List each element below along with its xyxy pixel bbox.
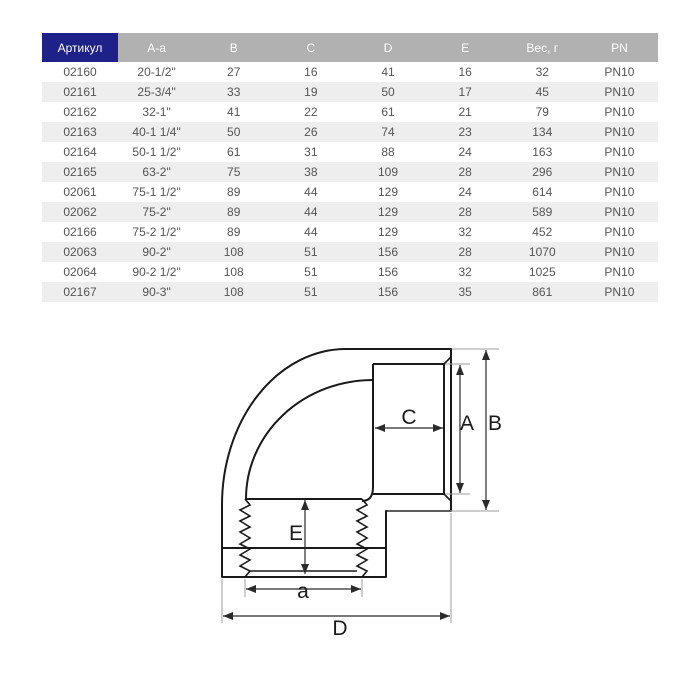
table-cell: 50	[227, 125, 241, 139]
table-cell: 33	[227, 85, 241, 99]
thread-bottom	[222, 499, 386, 577]
table-cell: 861	[532, 285, 553, 299]
table-cell: 89	[227, 225, 241, 239]
table-cell: 61	[381, 105, 395, 119]
table-cell: 79	[535, 105, 549, 119]
column-header-pn: PN	[581, 33, 658, 62]
thread-profile-right	[357, 499, 367, 577]
table-cell: 16	[304, 65, 318, 79]
table-cell: 75-2"	[142, 205, 171, 219]
table-cell: 109	[377, 165, 398, 179]
table-cell: 90-2"	[142, 245, 171, 259]
table-cell: 26	[304, 125, 318, 139]
table-cell: 02166	[63, 225, 97, 239]
table-cell: 20-1/2"	[137, 65, 176, 79]
table-cell: 1070	[528, 245, 556, 259]
table-cell: PN10	[604, 245, 635, 259]
table-cell: 44	[304, 225, 318, 239]
table-cell: 89	[227, 185, 241, 199]
table-cell: 129	[377, 225, 398, 239]
table-cell: 31	[304, 145, 318, 159]
table-cell: 02161	[63, 85, 97, 99]
table-cell: 02164	[63, 145, 97, 159]
table-cell: PN10	[604, 165, 635, 179]
table-cell: 108	[223, 265, 244, 279]
table-cell: 41	[227, 105, 241, 119]
table-cell: 24	[458, 145, 472, 159]
table-cell: 32	[458, 225, 472, 239]
table-cell: 74	[381, 125, 395, 139]
table-cell: PN10	[604, 85, 635, 99]
table-cell: PN10	[604, 185, 635, 199]
table-cell: 452	[532, 225, 553, 239]
table-cell: 63-2"	[142, 165, 171, 179]
dimension-label-a-lower: a	[297, 580, 309, 603]
table-cell: PN10	[604, 105, 635, 119]
table-cell: 40-1 1/4"	[132, 125, 181, 139]
table-cell: 51	[304, 265, 318, 279]
table-cell: 156	[377, 285, 398, 299]
dimension-C	[375, 406, 443, 429]
table-cell: 45	[535, 85, 549, 99]
column-header-e: E	[427, 33, 504, 62]
table-cell: 61	[227, 145, 241, 159]
table-cell: 02061	[63, 185, 97, 199]
table-cell: 156	[377, 245, 398, 259]
table-cell: 27	[227, 65, 241, 79]
table-cell: 89	[227, 205, 241, 219]
table-cell: 156	[377, 265, 398, 279]
table-cell: 23	[458, 125, 472, 139]
table-cell: 02062	[63, 205, 97, 219]
table-cell: 21	[458, 105, 472, 119]
column-header-artikul: Артикул	[42, 33, 118, 62]
thread-profile-left	[240, 499, 250, 577]
table-cell: 88	[381, 145, 395, 159]
table-cell: 614	[532, 185, 553, 199]
column-header-a-a: A-a	[118, 33, 195, 62]
dimension-label-c: C	[401, 406, 417, 429]
dimension-label-d: D	[332, 617, 348, 640]
table-cell: 28	[458, 165, 472, 179]
table-cell: PN10	[604, 205, 635, 219]
table-cell: 02163	[63, 125, 97, 139]
column-header-b: B	[195, 33, 272, 62]
dimension-A	[445, 364, 474, 494]
dimension-label-b: B	[487, 412, 503, 435]
table-cell: 108	[223, 285, 244, 299]
table-cell: 02165	[63, 165, 97, 179]
table-cell: 75-1 1/2"	[132, 185, 181, 199]
table-cell: 129	[377, 205, 398, 219]
dimension-label-e: E	[288, 522, 304, 545]
column-header-c: C	[272, 33, 349, 62]
table-cell: 35	[458, 285, 472, 299]
table-cell: 32-1"	[142, 105, 171, 119]
table-cell: 108	[223, 245, 244, 259]
table-cell: 50-1 1/2"	[132, 145, 181, 159]
table-cell: 02162	[63, 105, 97, 119]
table-cell: 129	[377, 185, 398, 199]
table-cell: 02167	[63, 285, 97, 299]
table-cell: 589	[532, 205, 553, 219]
table-cell: 75	[227, 165, 241, 179]
table-cell: 02160	[63, 65, 97, 79]
table-cell: PN10	[604, 265, 635, 279]
table-cell: 75-2 1/2"	[132, 225, 181, 239]
table-cell: 16	[458, 65, 472, 79]
table-cell: 90-3"	[142, 285, 171, 299]
socket-right	[362, 357, 451, 501]
table-cell: 17	[458, 85, 472, 99]
table-cell: PN10	[604, 145, 635, 159]
table-cell: 44	[304, 205, 318, 219]
table-cell: 50	[381, 85, 395, 99]
table-cell: 51	[304, 245, 318, 259]
table-cell: 28	[458, 245, 472, 259]
table-cell: 28	[458, 205, 472, 219]
dimension-label-a-upper: A	[459, 412, 475, 435]
table-cell: PN10	[604, 65, 635, 79]
dimension-E	[289, 500, 305, 574]
table-cell: PN10	[604, 285, 635, 299]
table-cell: 38	[304, 165, 318, 179]
table-cell: 1025	[528, 265, 556, 279]
table-cell: 24	[458, 185, 472, 199]
table-cell: 22	[304, 105, 318, 119]
table-cell: 134	[532, 125, 553, 139]
table-cell: 02063	[63, 245, 97, 259]
table-cell: 41	[381, 65, 395, 79]
table-cell: 90-2 1/2"	[132, 265, 181, 279]
table-cell: 25-3/4"	[137, 85, 176, 99]
table-cell: 163	[532, 145, 553, 159]
table-cell: 44	[304, 185, 318, 199]
elbow-outer-outline	[222, 349, 451, 577]
table-cell: 32	[458, 265, 472, 279]
column-header-вес-г: Вес, г	[504, 33, 581, 62]
table-cell: 296	[532, 165, 553, 179]
table-cell: PN10	[604, 225, 635, 239]
table-cell: 32	[535, 65, 549, 79]
column-header-d: D	[349, 33, 426, 62]
table-cell: 02064	[63, 265, 97, 279]
table-cell: PN10	[604, 125, 635, 139]
elbow-inner-arc	[246, 380, 373, 499]
table-cell: 51	[304, 285, 318, 299]
dimension-a	[245, 579, 362, 603]
table-cell: 19	[304, 85, 318, 99]
